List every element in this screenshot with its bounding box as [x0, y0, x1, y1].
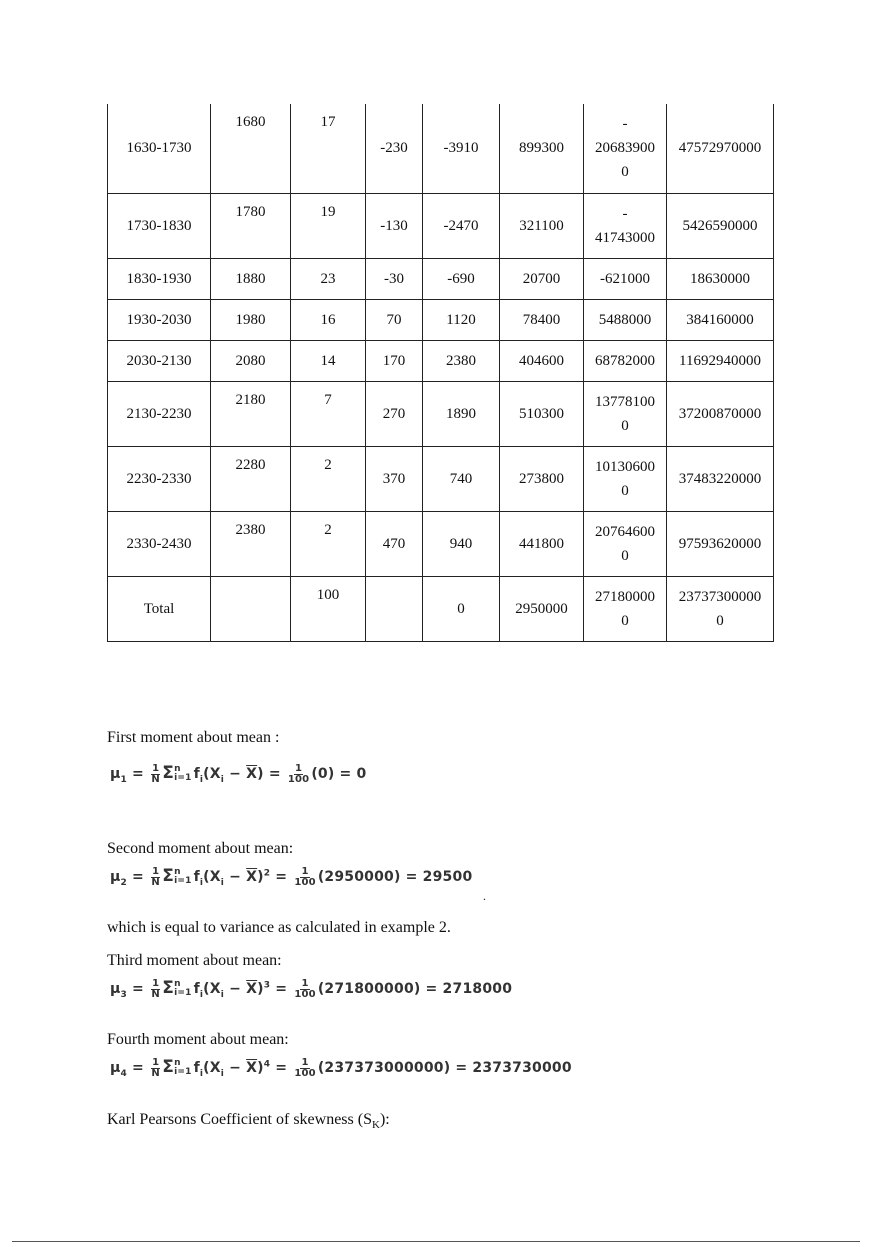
fourth-moment-heading: Fourth moment about mean:: [107, 1031, 289, 1048]
frequency-cell: [291, 299, 366, 340]
fd4-cell-text: 37200870000: [678, 405, 762, 422]
class-interval-cell-text: 1830-1930: [126, 270, 192, 287]
total-fd3-cell-part: 27180000: [595, 588, 655, 605]
midpoint-cell: [211, 340, 291, 381]
fd2-cell: [500, 340, 584, 381]
total-fd2-cell-text: 2950000: [515, 600, 568, 617]
fd2-cell: [500, 299, 584, 340]
fd-cell-text: 1120: [446, 311, 476, 328]
midpoint-cell: [211, 446, 291, 511]
fd4-cell: [667, 511, 774, 576]
total-fd-cell: [423, 576, 500, 641]
frequency-cell-text: 16: [320, 311, 336, 328]
fd2-cell-text: 441800: [519, 535, 564, 552]
total-fd4-cell: [667, 576, 774, 641]
class-interval-cell: [108, 104, 211, 193]
fd4-cell-text: 18630000: [690, 270, 750, 287]
fd3-cell: [584, 446, 667, 511]
total-fd3-cell: [584, 576, 667, 641]
fd2-cell-text: 20700: [522, 270, 561, 287]
class-interval-cell: [108, 511, 211, 576]
total-row: [108, 576, 774, 641]
midpoint-cell-text: 1880: [235, 270, 266, 287]
fd3-cell-part: 0: [621, 482, 629, 499]
fd3-cell-part: -621000: [600, 270, 650, 287]
fd3-cell-part: 41743000: [595, 229, 655, 246]
table-row: [108, 258, 774, 299]
third-moment-heading: Third moment about mean:: [107, 952, 282, 969]
fd-cell: [423, 104, 500, 193]
fd3-cell-part: 0: [621, 164, 629, 181]
class-interval-cell: [108, 299, 211, 340]
mu3-formula: $\mu_3$ = $\frac{1}{N}$ Σ n i=1 $f_i(X_i - \overline{X})^3$ = $\frac{1}{100}$ (271800000) = 2718000: [110, 977, 513, 1000]
fd3-cell: [584, 381, 667, 446]
mu2-formula: $\mu_2$ = $\frac{1}{N}$ Σ n i=1 $f_i(X_i - \overline{X})^2$ = $\frac{1}{100}$ (2950000) = 29500: [110, 865, 473, 888]
fd3-cell-part: 68782000: [595, 352, 655, 369]
midpoint-cell: [211, 299, 291, 340]
total-label-cell: [108, 576, 211, 641]
fd3-cell-stack: [584, 349, 666, 373]
fd3-cell-stack: [584, 308, 666, 332]
class-interval-cell-text: 1930-2030: [126, 311, 192, 328]
table-row: [108, 511, 774, 576]
fd-cell-text: 940: [449, 535, 473, 552]
fd2-cell: [500, 381, 584, 446]
fd2-cell: [500, 104, 584, 193]
deviation-cell-text: 470: [382, 535, 406, 552]
total-frequency-cell: [291, 576, 366, 641]
frequency-cell-text: 2: [324, 521, 332, 538]
fd4-cell-text: 37483220000: [678, 470, 762, 487]
deviation-cell-text: -30: [384, 270, 404, 287]
deviation-cell: [366, 340, 423, 381]
fd3-cell: [584, 340, 667, 381]
deviation-cell: [366, 258, 423, 299]
class-interval-cell-text: 1630-1730: [126, 140, 192, 157]
total-label-cell-text: Total: [143, 600, 175, 617]
fd3-cell: [584, 193, 667, 258]
variance-note: which is equal to variance as calculated in example 2.: [107, 919, 451, 936]
total-frequency-cell-text: 100: [316, 586, 340, 603]
frequency-cell-text: 14: [320, 352, 336, 369]
class-interval-cell: [108, 340, 211, 381]
total-fd2-cell: [500, 576, 584, 641]
frequency-cell: [291, 258, 366, 299]
frequency-cell: [291, 340, 366, 381]
frequency-table: [107, 104, 774, 642]
midpoint-cell: [211, 381, 291, 446]
midpoint-cell: [211, 104, 291, 193]
midpoint-cell-text: 1980: [235, 311, 266, 328]
mu4-formula: $\mu_4$ = $\frac{1}{N}$ Σ n i=1 $f_i(X_i - \overline{X})^4$ = $\frac{1}{100}$ (237373000000) = 2373730000: [110, 1056, 572, 1079]
table-row: [108, 104, 774, 193]
fd2-cell-text: 321100: [519, 217, 564, 234]
fd-cell-text: -2470: [443, 217, 479, 234]
total-fd4-cell-part: 23737300000: [678, 588, 762, 605]
midpoint-cell-text: 2380: [235, 521, 266, 538]
fd3-cell-part: 5488000: [598, 311, 652, 328]
fd3-cell-part: -: [622, 205, 628, 222]
fd2-cell-text: 78400: [522, 311, 561, 328]
fd3-cell-stack: [584, 455, 666, 503]
frequency-cell: [291, 381, 366, 446]
class-interval-cell: [108, 193, 211, 258]
fd4-cell-text: 5426590000: [682, 217, 758, 234]
fd3-cell-part: 0: [621, 417, 629, 434]
fd-cell-text: -690: [447, 270, 475, 287]
fd-cell-text: -3910: [443, 140, 479, 157]
fd-cell: [423, 511, 500, 576]
class-interval-cell: [108, 258, 211, 299]
table-row: [108, 299, 774, 340]
fd4-cell: [667, 381, 774, 446]
fd3-cell-part: 0: [621, 547, 629, 564]
fd-cell: [423, 299, 500, 340]
total-fd-cell-text: 0: [457, 600, 465, 617]
fd2-cell-text: 273800: [519, 470, 564, 487]
fd3-cell-part: 10130600: [595, 458, 655, 475]
class-interval-cell: [108, 381, 211, 446]
fd3-cell-stack: [584, 390, 666, 438]
deviation-cell-text: -230: [380, 140, 408, 157]
total-fd4-cell-stack: [667, 585, 773, 633]
fd3-cell-part: 20764600: [595, 523, 655, 540]
midpoint-cell: [211, 193, 291, 258]
fd2-cell: [500, 511, 584, 576]
fd3-cell-stack: [584, 112, 666, 184]
fd-cell: [423, 381, 500, 446]
fd-cell: [423, 193, 500, 258]
class-interval-cell-text: 1730-1830: [126, 217, 192, 234]
fd3-cell-part: 13778100: [595, 393, 655, 410]
frequency-cell-text: 23: [320, 270, 336, 287]
frequency-cell: [291, 511, 366, 576]
deviation-cell: [366, 299, 423, 340]
total-fd3-cell-part: 0: [621, 612, 629, 629]
fd2-cell-text: 510300: [519, 405, 564, 422]
fd4-cell: [667, 446, 774, 511]
fd-cell: [423, 258, 500, 299]
fd3-cell: [584, 258, 667, 299]
frequency-cell-text: 19: [320, 203, 336, 220]
fd-cell-text: 1890: [446, 405, 476, 422]
table-row: [108, 381, 774, 446]
fd2-cell: [500, 446, 584, 511]
total-deviation-cell: [366, 576, 423, 641]
fd3-cell-part: -: [622, 116, 628, 133]
total-fd4-cell-part: 0: [716, 612, 724, 629]
midpoint-cell-text: 2180: [235, 391, 266, 408]
second-moment-heading: Second moment about mean:: [107, 840, 294, 857]
class-interval-cell-text: 2330-2430: [126, 535, 192, 552]
footer-rule: [12, 1241, 860, 1242]
fd4-cell-text: 384160000: [686, 311, 754, 328]
deviation-cell: [366, 104, 423, 193]
frequency-cell: [291, 193, 366, 258]
fd3-cell-stack: [584, 267, 666, 291]
first-moment-heading: First moment about mean :: [107, 729, 280, 746]
fd2-cell: [500, 258, 584, 299]
midpoint-cell: [211, 258, 291, 299]
fd3-cell: [584, 104, 667, 193]
deviation-cell-text: -130: [380, 217, 408, 234]
fd4-cell-text: 47572970000: [678, 140, 762, 157]
deviation-cell: [366, 381, 423, 446]
class-interval-cell-text: 2030-2130: [126, 352, 192, 369]
fd-cell: [423, 446, 500, 511]
mu1-formula: $\mu_1$ = $\frac{1}{N}$ Σ n i=1 $f_i(X_i - \overline{X})$ = $\frac{1}{100}$ (0) = 0: [110, 762, 367, 785]
total-midpoint-cell: [211, 576, 291, 641]
fd3-cell: [584, 511, 667, 576]
class-interval-cell: [108, 446, 211, 511]
frequency-cell-text: 17: [320, 114, 336, 130]
deviation-cell: [366, 511, 423, 576]
frequency-cell-text: 2: [324, 456, 332, 473]
frequency-cell-text: 7: [324, 391, 332, 408]
fd4-cell: [667, 104, 774, 193]
fd4-cell-text: 11692940000: [679, 352, 761, 369]
midpoint-cell-text: 1680: [235, 114, 266, 130]
midpoint-cell-text: 2280: [235, 456, 266, 473]
fd-cell: [423, 340, 500, 381]
deviation-cell-text: 370: [382, 470, 406, 487]
fd4-cell: [667, 299, 774, 340]
table-row: [108, 193, 774, 258]
total-fd3-cell-stack: [584, 585, 666, 633]
midpoint-cell-text: 1780: [235, 203, 266, 220]
fd-cell-text: 2380: [446, 352, 476, 369]
fd-cell-text: 740: [449, 470, 473, 487]
frequency-cell: [291, 446, 366, 511]
fd3-cell-part: 20683900: [595, 140, 655, 157]
fd4-cell: [667, 193, 774, 258]
fd2-cell: [500, 193, 584, 258]
fd4-cell-text: 97593620000: [678, 535, 762, 552]
table-row: [108, 340, 774, 381]
deviation-cell: [366, 193, 423, 258]
deviation-cell-text: 270: [382, 405, 406, 422]
table-row: [108, 446, 774, 511]
fd2-cell-text: 404600: [519, 352, 564, 369]
fd4-cell: [667, 258, 774, 299]
fd3-cell-stack: [584, 202, 666, 250]
pearson-heading: Karl Pearsons Coefficient of skewness $(S_K)$:: [107, 1111, 390, 1132]
fd4-cell: [667, 340, 774, 381]
class-interval-cell-text: 2230-2330: [126, 470, 192, 487]
midpoint-cell-text: 2080: [235, 352, 266, 369]
fd3-cell: [584, 299, 667, 340]
fd2-cell-text: 899300: [519, 140, 564, 157]
deviation-cell-text: 70: [386, 311, 402, 328]
deviation-cell-text: 170: [382, 352, 406, 369]
deviation-cell: [366, 446, 423, 511]
fd3-cell-stack: [584, 520, 666, 568]
dot-mark: .: [483, 889, 486, 903]
midpoint-cell: [211, 511, 291, 576]
class-interval-cell-text: 2130-2230: [126, 405, 192, 422]
frequency-cell: [291, 104, 366, 193]
